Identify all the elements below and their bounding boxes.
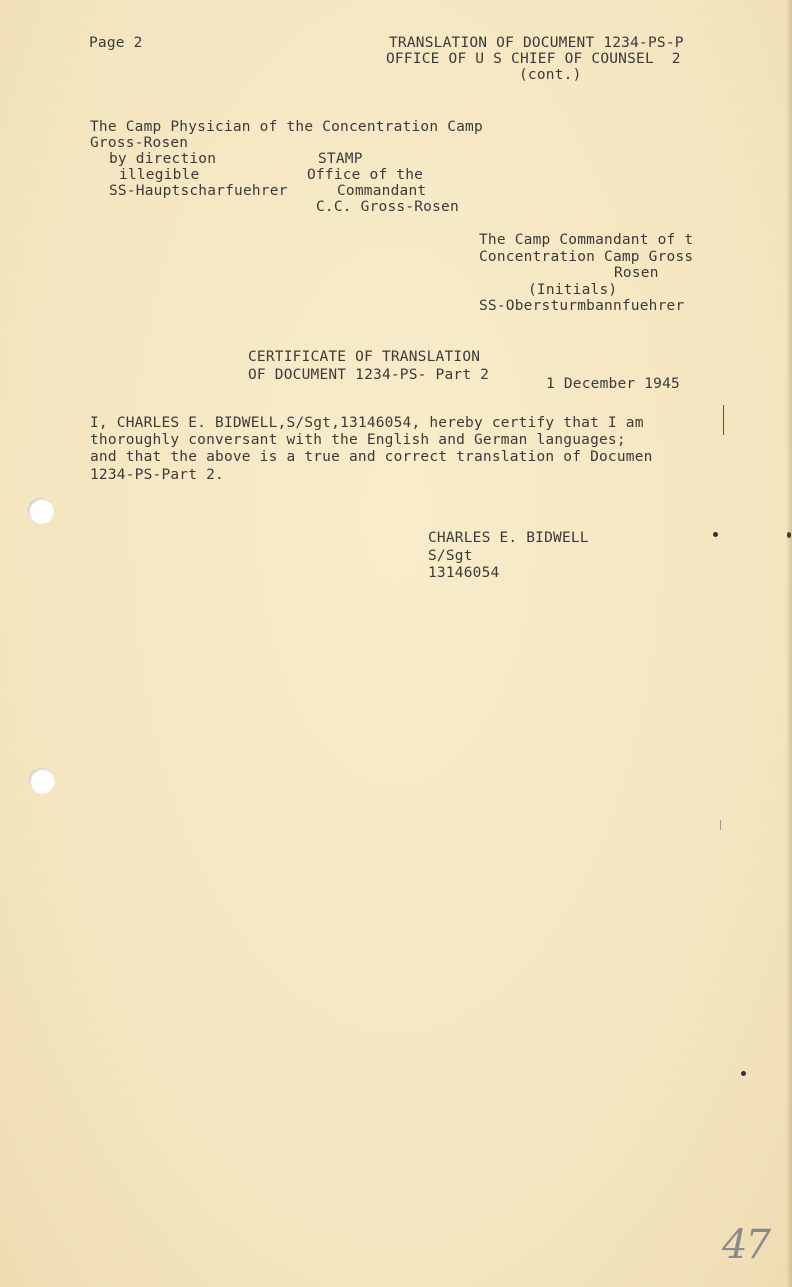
- signature-rank: S/Sgt: [428, 548, 473, 564]
- commandant-line4: (Initials): [528, 282, 618, 298]
- commandant-line5: SS-Obersturmbannfuehrer: [479, 298, 685, 314]
- certificate-body-line4: 1234-PS-Part 2.: [90, 467, 224, 483]
- stamp-line4: C.C. Gross-Rosen: [316, 199, 459, 215]
- signature-serial: 13146054: [428, 565, 500, 581]
- physician-line3: by direction: [109, 151, 217, 167]
- signature-name: CHARLES E. BIDWELL: [428, 530, 589, 546]
- edge-mark: [723, 405, 724, 435]
- punch-hole-bottom: [29, 768, 55, 794]
- header-title-line3: (cont.): [519, 67, 582, 83]
- certificate-body-line1: I, CHARLES E. BIDWELL,S/Sgt,13146054, hereby certify that I am: [90, 415, 644, 431]
- stamp-line3: Commandant: [337, 183, 427, 199]
- certificate-body-line2: thoroughly conversant with the English and German languages;: [90, 432, 626, 448]
- page-edge-shadow: [786, 0, 792, 1287]
- ink-speck: [713, 532, 718, 537]
- certificate-date: 1 December 1945: [546, 376, 680, 392]
- commandant-line1: The Camp Commandant of t: [479, 232, 694, 248]
- commandant-line3: Rosen: [614, 265, 659, 281]
- header-title-line2: OFFICE OF U S CHIEF OF COUNSEL 2: [386, 51, 681, 67]
- header-title-line1: TRANSLATION OF DOCUMENT 1234-PS-P: [389, 35, 684, 51]
- handwritten-page-mark: 47: [722, 1222, 769, 1268]
- certificate-body-line3: and that the above is a true and correct translation of Documen: [90, 449, 653, 465]
- stamp-line2: Office of the: [307, 167, 424, 183]
- certificate-heading1: CERTIFICATE OF TRANSLATION: [248, 349, 481, 365]
- physician-line1: The Camp Physician of the Concentration Camp: [90, 119, 483, 135]
- stamp-line1: STAMP: [318, 151, 363, 167]
- physician-line5: SS-Hauptscharfuehrer: [109, 183, 288, 199]
- physician-line2: Gross-Rosen: [90, 135, 189, 151]
- edge-mark: [720, 820, 721, 830]
- physician-line4: illegible: [119, 167, 200, 183]
- page-label: Page 2: [89, 35, 143, 51]
- commandant-line2: Concentration Camp Gross: [479, 249, 694, 265]
- ink-speck: [741, 1071, 746, 1076]
- certificate-heading2: OF DOCUMENT 1234-PS- Part 2: [248, 367, 490, 383]
- punch-hole-top: [28, 498, 54, 524]
